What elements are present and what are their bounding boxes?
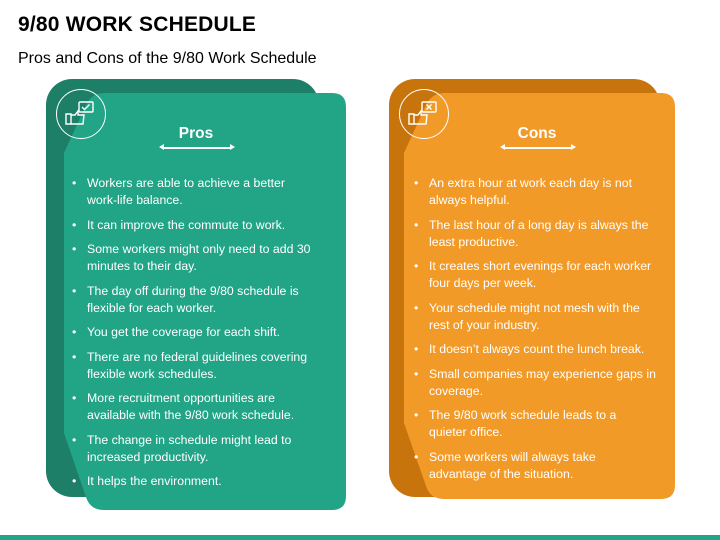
list-item: • It helps the environment. — [70, 473, 314, 490]
list-item: • The last hour of a long day is always the least productive. — [412, 217, 656, 251]
list-item: • Some workers will always take advantage of the situation. — [412, 449, 656, 483]
pros-title: Pros — [178, 125, 214, 142]
cons-icon-circle — [399, 89, 449, 139]
list-item: • It creates short evenings for each worker four days per week. — [412, 258, 656, 292]
list-item: • There are no federal guidelines covering flexible work schedules. — [70, 349, 314, 383]
list-item: • The 9/80 work schedule leads to a quieter office. — [412, 407, 656, 441]
bottom-accent-bar — [0, 535, 720, 540]
list-item: • More recruitment opportunities are available with the 9/80 work schedule. — [70, 390, 314, 424]
list-item: • It doesn’t always count the lunch break. — [412, 341, 656, 358]
list-item: • Workers are able to achieve a better work-life balance. — [70, 175, 314, 209]
list-item: • You get the coverage for each shift. — [70, 324, 314, 341]
pros-list — [70, 175, 314, 498]
cons-title-underline — [504, 147, 572, 149]
list-item: • The day off during the 9/80 schedule is flexible for each worker. — [70, 283, 314, 317]
thumbs-up-checklist-icon — [64, 99, 98, 129]
cons-title: Cons — [517, 125, 557, 142]
cons-list — [412, 175, 656, 490]
thumbs-down-checklist-icon — [407, 99, 441, 129]
pros-icon-circle — [56, 89, 106, 139]
pros-title-underline — [163, 147, 231, 149]
list-item: • It can improve the commute to work. — [70, 217, 314, 234]
list-item: • The change in schedule might lead to increased productivity. — [70, 432, 314, 466]
list-item: • Your schedule might not mesh with the rest of your industry. — [412, 300, 656, 334]
page-title: 9/80 WORK SCHEDULE — [18, 13, 257, 36]
list-item: • Some workers might only need to add 30 minutes to their day. — [70, 241, 314, 275]
list-item: • An extra hour at work each day is not always helpful. — [412, 175, 656, 209]
list-item: • Small companies may experience gaps in coverage. — [412, 366, 656, 400]
page-subtitle: Pros and Cons of the 9/80 Work Schedule — [18, 50, 317, 67]
